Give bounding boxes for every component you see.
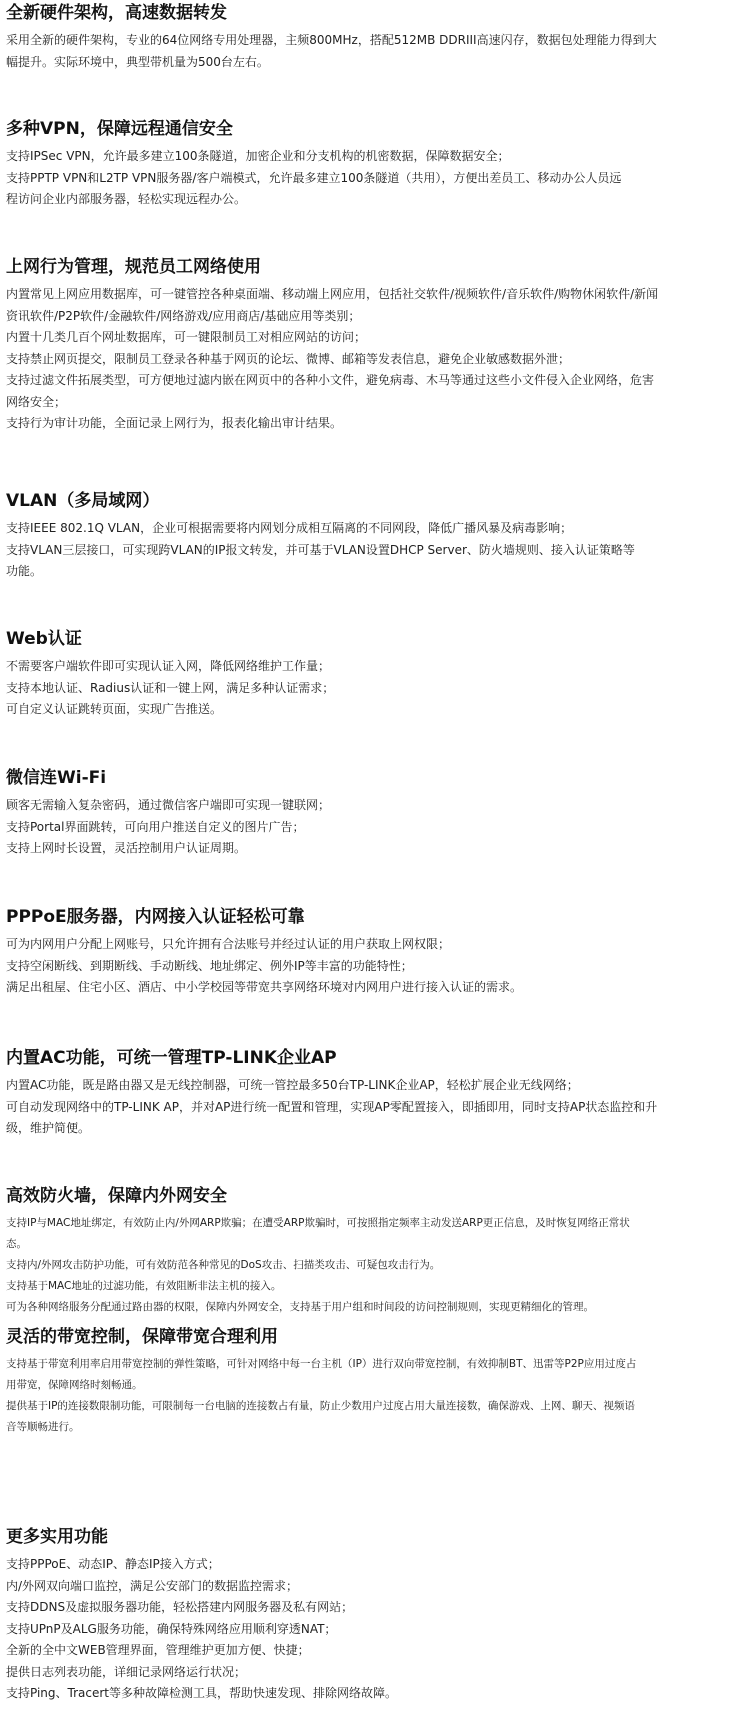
section-title: 高效防火墙，保障内外网安全 (6, 1186, 227, 1206)
body-line: 支持Portal界面跳转，可向用户推送自定义的图片广告； (6, 819, 305, 834)
body-line: 用带宽，保障网络时刻畅通。 (6, 1379, 143, 1391)
section-body (6, 1554, 744, 1705)
body-line: 满足出租屋、住宅小区、酒店、中小学校园等带宽共享网络环境对内网用户进行接入认证的需求。 (6, 980, 523, 994)
feature-section (6, 1185, 744, 1318)
body-line: 支持上网时长设置，灵活控制用户认证周期。 (6, 841, 247, 855)
body-line: 可自定义认证跳转页面，实现广告推送。 (6, 702, 223, 716)
body-line: 级，维护简便。 (6, 1121, 91, 1135)
body-line: 内置常见上网应用数据库，可一键管控各种桌面端、移动端上网应用，包括社交软件/视频软件/音乐软件/购物休闲软件/新闻 (6, 287, 659, 301)
body-line: 支持PPPoE、动态IP、静态IP接入方式； (6, 1557, 220, 1571)
body-line: 支持PPTP VPN和L2TP VPN服务器/客户端模式，允许最多建立100条隧道（共用），方便出差员工、移动办公人员远 (6, 170, 622, 185)
section-body (6, 795, 744, 860)
section-title: 全新硬件架构，高速数据转发 (6, 3, 227, 23)
body-line: 可为内网用户分配上网账号，只允许拥有合法账号并经过认证的用户获取上网权限； (6, 937, 451, 951)
body-line: 支持IPSec VPN，允许最多建立100条隧道，加密企业和分支机构的机密数据，保障数据安全； (6, 149, 510, 163)
body-line: 提供基于IP的连接数限制功能，可限制每一台电脑的连接数占有量，防止少数用户过度占用大量连接数，确保游戏、上网、聊天、视频语 (6, 1400, 635, 1412)
body-line: 支持DDNS及虚拟服务器功能，轻松搭建内网服务器及私有网站； (6, 1600, 354, 1614)
section-title: 灵活的带宽控制，保障带宽合理利用 (6, 1327, 278, 1347)
body-line: 支持VLAN三层接口，可实现跨VLAN的IP报文转发，并可基于VLAN设置DHCP Server、防火墙规则、接入认证策略等 (6, 542, 635, 557)
body-line: 功能。 (6, 564, 43, 578)
body-line: 提供日志列表功能，详细记录网络运行状况； (6, 1664, 247, 1679)
section-body (6, 656, 744, 721)
body-line: 顾客无需输入复杂密码，通过微信客户端即可实现一键联网； (6, 798, 331, 812)
body-line: 支持空闲断线、到期断线、手动断线、地址绑定、例外IP等丰富的功能特性； (6, 958, 413, 973)
feature-section (6, 1047, 744, 1140)
body-line: 态。 (6, 1238, 27, 1250)
feature-section (6, 1526, 744, 1705)
feature-section (6, 906, 744, 999)
section-title: 内置AC功能，可统一管理TP-LINK企业AP (6, 1048, 337, 1068)
body-line: 支持UPnP及ALG服务功能，确保特殊网络应用顺利穿透NAT； (6, 1621, 337, 1636)
body-line: 内置十几类几百个网址数据库，可一键限制员工对相应网站的访问； (6, 330, 367, 344)
section-body (6, 284, 744, 435)
body-line: 可为各种网络服务分配通过路由器的权限，保障内外网安全，支持基于用户组和时间段的访问控制规则，实现更精细化的管理。 (6, 1301, 594, 1313)
body-line: 可自动发现网络中的TP-LINK AP，并对AP进行统一配置和管理，实现AP零配置接入，即插即用，同时支持AP状态监控和升 (6, 1099, 658, 1114)
body-line: 不需要客户端软件即可实现认证入网，降低网络维护工作量； (6, 659, 331, 673)
section-title: 更多实用功能 (6, 1527, 108, 1547)
body-line: 程访问企业内部服务器，轻松实现远程办公。 (6, 192, 247, 206)
section-body (6, 146, 744, 211)
body-line: 支持IEEE 802.1Q VLAN，企业可根据需要将内网划分成相互隔离的不同网段，降低广播风暴及病毒影响； (6, 521, 573, 535)
feature-section (6, 118, 744, 211)
body-line: 支持基于MAC地址的过滤功能，有效阻断非法主机的接入。 (6, 1280, 282, 1292)
section-body (6, 1075, 744, 1140)
section-title: 微信连Wi-Fi (6, 768, 107, 788)
section-body (6, 1354, 744, 1438)
body-line: 内/外网双向端口监控，满足公安部门的数据监控需求； (6, 1578, 299, 1593)
body-line: 支持内/外网攻击防护功能，可有效防范各种常见的DoS攻击、扫描类攻击、可疑包攻击行为。 (6, 1259, 441, 1271)
feature-section (6, 2, 744, 73)
feature-section (6, 490, 744, 583)
body-line: 支持基于带宽利用率启用带宽控制的弹性策略，可针对网络中每一台主机（IP）进行双向带宽控制，有效抑制BT、迅雷等P2P应用过度占 (6, 1358, 637, 1370)
feature-section (6, 1326, 744, 1438)
body-line: 采用全新的硬件架构，专业的64位网络专用处理器，主频800MHz，搭配512MB DDRIII高速闪存，数据包处理能力得到大 (6, 33, 657, 47)
body-line: 支持禁止网页提交，限制员工登录各种基于网页的论坛、微博、邮箱等发表信息，避免企业敏感数据外泄； (6, 351, 571, 366)
section-body (6, 934, 744, 999)
section-title: 上网行为管理，规范员工网络使用 (6, 257, 261, 277)
body-line: 全新的全中文WEB管理界面，管理维护更加方便、快捷； (6, 1643, 310, 1657)
body-line: 支持行为审计功能，全面记录上网行为，报表化输出审计结果。 (6, 416, 343, 430)
body-line: 音等顺畅进行。 (6, 1421, 80, 1433)
section-body (6, 1213, 744, 1318)
body-line: 支持本地认证、Radius认证和一键上网，满足多种认证需求； (6, 680, 335, 695)
section-body (6, 518, 744, 583)
body-line: 内置AC功能，既是路由器又是无线控制器，可统一管控最多50台TP-LINK企业AP，轻松扩展企业无线网络； (6, 1078, 579, 1092)
section-body (6, 30, 744, 73)
feature-section (6, 256, 744, 435)
feature-section (6, 767, 744, 860)
body-line: 资讯软件/P2P软件/金融软件/网络游戏/应用商店/基础应用等类别； (6, 308, 361, 323)
section-title: Web认证 (6, 629, 82, 649)
body-line: 支持IP与MAC地址绑定，有效防止内/外网ARP欺骗；在遭受ARP欺骗时，可按照指定频率主动发送ARP更正信息，及时恢复网络正常状 (6, 1217, 630, 1229)
body-line: 幅提升。实际环境中，典型带机量为500台左右。 (6, 54, 269, 69)
section-title: VLAN（多局域网） (6, 491, 160, 511)
section-title: 多种VPN，保障远程通信安全 (6, 119, 233, 139)
feature-section (6, 628, 744, 721)
section-title: PPPoE服务器，内网接入认证轻松可靠 (6, 907, 305, 927)
body-line: 支持Ping、Tracert等多种故障检测工具，帮助快速发现、排除网络故障。 (6, 1686, 398, 1700)
body-line: 支持过滤文件拓展类型，可方便地过滤内嵌在网页中的各种小文件，避免病毒、木马等通过这些小文件侵入企业网络，危害 (6, 373, 655, 387)
body-line: 网络安全； (6, 394, 67, 409)
